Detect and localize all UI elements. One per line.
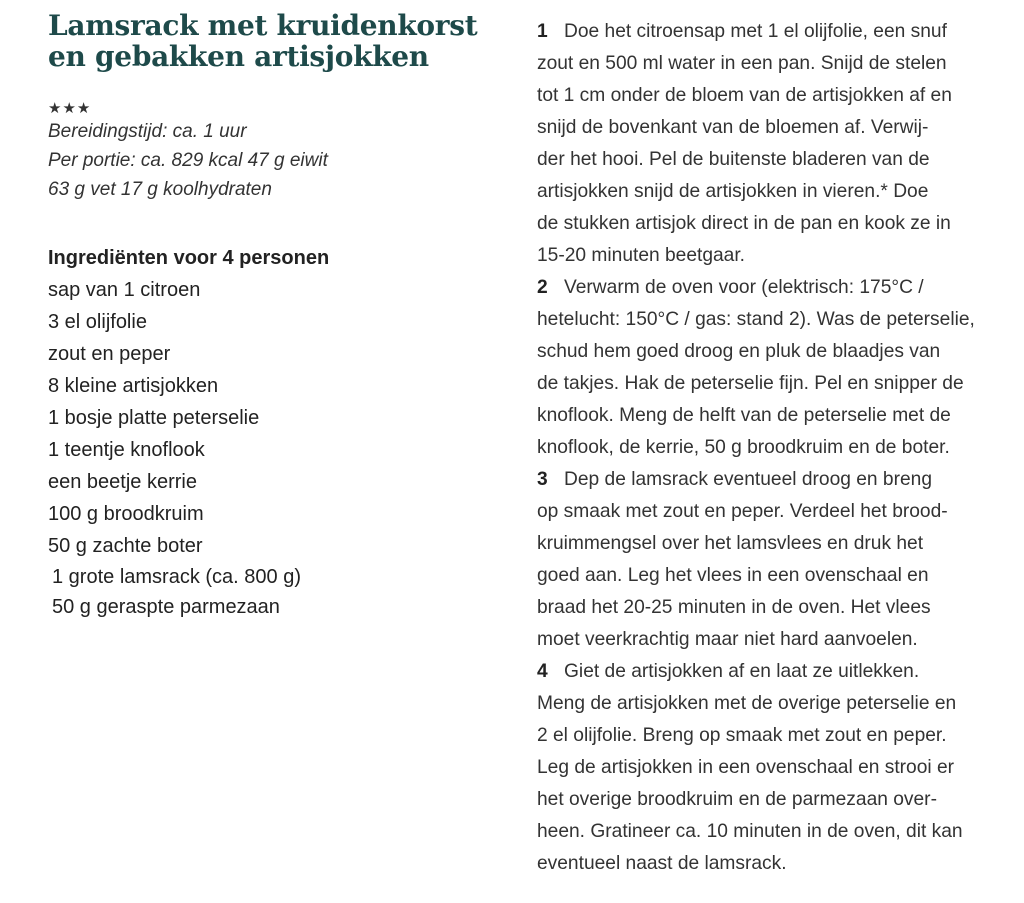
step-text: Doe het citroensap met 1 el olijfolie, een snuf <box>564 21 947 42</box>
ingredient-item: 100 g broodkruim <box>48 503 204 525</box>
step-1-line: der het hooi. Pel de buitenste bladeren van de <box>537 149 930 170</box>
step-4-line: 2 el olijfolie. Breng op smaak met zout en peper. <box>537 725 947 746</box>
step-1-line: tot 1 cm onder de bloem van de artisjokken af en <box>537 85 952 106</box>
ingredient-item: 8 kleine artisjokken <box>48 375 219 397</box>
prep-time: Bereidingstijd: ca. 1 uur <box>48 121 247 142</box>
ingredient-item: 50 g zachte boter <box>48 535 203 557</box>
step-4-line: Meng de artisjokken met de overige peterselie en <box>537 693 957 714</box>
step-3-line: kruimmengsel over het lamsvlees en druk het <box>537 533 924 554</box>
step-3-line: goed aan. Leg het vlees in een ovenschaal en <box>537 565 929 586</box>
ingredient-item: 1 teentje knoflook <box>48 439 205 461</box>
step-4-line <box>537 656 1015 688</box>
difficulty-stars: ★★★ <box>48 99 92 117</box>
step-1-line: zout en 500 ml water in een pan. Snijd de stelen <box>537 53 947 74</box>
recipe-title-line-1: Lamsrack met kruidenkorst <box>48 9 478 42</box>
step-1-line: artisjokken snijd de artisjokken in vieren.* Doe <box>537 181 929 202</box>
preparation-steps <box>537 16 1015 880</box>
ingredients-heading: Ingrediënten voor 4 personen <box>48 247 330 269</box>
step-4-line: Leg de artisjokken in een ovenschaal en strooi er <box>537 757 955 778</box>
step-4-line: het overige broodkruim en de parmezaan over- <box>537 789 937 810</box>
step-1-line: de stukken artisjok direct in de pan en kook ze in <box>537 213 951 234</box>
recipe-title-line-2: en gebakken artisjokken <box>48 40 429 73</box>
step-2-line: knoflook, de kerrie, 50 g broodkruim en de boter. <box>537 437 950 458</box>
ingredient-item: 3 el olijfolie <box>48 311 147 333</box>
recipe-meta <box>48 117 508 204</box>
step-number: 2 <box>537 277 548 298</box>
step-1-line: 15-20 minuten beetgaar. <box>537 245 746 266</box>
step-text: Verwarm de oven voor (elektrisch: 175°C / <box>564 277 924 298</box>
ingredient-item: sap van 1 citroen <box>48 279 201 301</box>
nutrition-line-1: Per portie: ca. 829 kcal 47 g eiwit <box>48 150 328 171</box>
step-4-line: eventueel naast de lamsrack. <box>537 853 787 874</box>
recipe-header-column <box>48 10 508 622</box>
ingredient-item: een beetje kerrie <box>48 471 197 493</box>
step-number: 1 <box>537 21 548 42</box>
ingredient-item: 1 grote lamsrack (ca. 800 g) <box>52 566 301 588</box>
step-2-line: de takjes. Hak de peterselie fijn. Pel en snipper de <box>537 373 964 394</box>
step-2-line <box>537 272 1015 304</box>
step-text: Dep de lamsrack eventueel droog en breng <box>564 469 932 490</box>
step-3-line: op smaak met zout en peper. Verdeel het brood- <box>537 501 948 522</box>
step-number: 3 <box>537 469 548 490</box>
step-3-line <box>537 464 1015 496</box>
recipe-title <box>48 10 508 72</box>
step-2-line: schud hem goed droog en pluk de blaadjes van <box>537 341 941 362</box>
ingredient-item: 50 g geraspte parmezaan <box>52 596 280 618</box>
step-2-line: hetelucht: 150°C / gas: stand 2). Was de peterselie, <box>537 309 975 330</box>
step-2-line: knoflook. Meng de helft van de peterselie met de <box>537 405 951 426</box>
step-text: Giet de artisjokken af en laat ze uitlekken. <box>564 661 920 682</box>
ingredient-item: 1 bosje platte peterselie <box>48 407 260 429</box>
step-1-line <box>537 16 1015 48</box>
nutrition-line-2: 63 g vet 17 g koolhydraten <box>48 179 272 200</box>
step-1-line: snijd de bovenkant van de bloemen af. Verwij- <box>537 117 929 138</box>
step-3-line: moet veerkrachtig maar niet hard aanvoelen. <box>537 629 918 650</box>
step-number: 4 <box>537 661 548 682</box>
step-3-line: braad het 20-25 minuten in de oven. Het vlees <box>537 597 931 618</box>
step-4-line: heen. Gratineer ca. 10 minuten in de oven, dit kan <box>537 821 963 842</box>
ingredients-list <box>48 274 508 622</box>
ingredient-item: zout en peper <box>48 343 171 365</box>
